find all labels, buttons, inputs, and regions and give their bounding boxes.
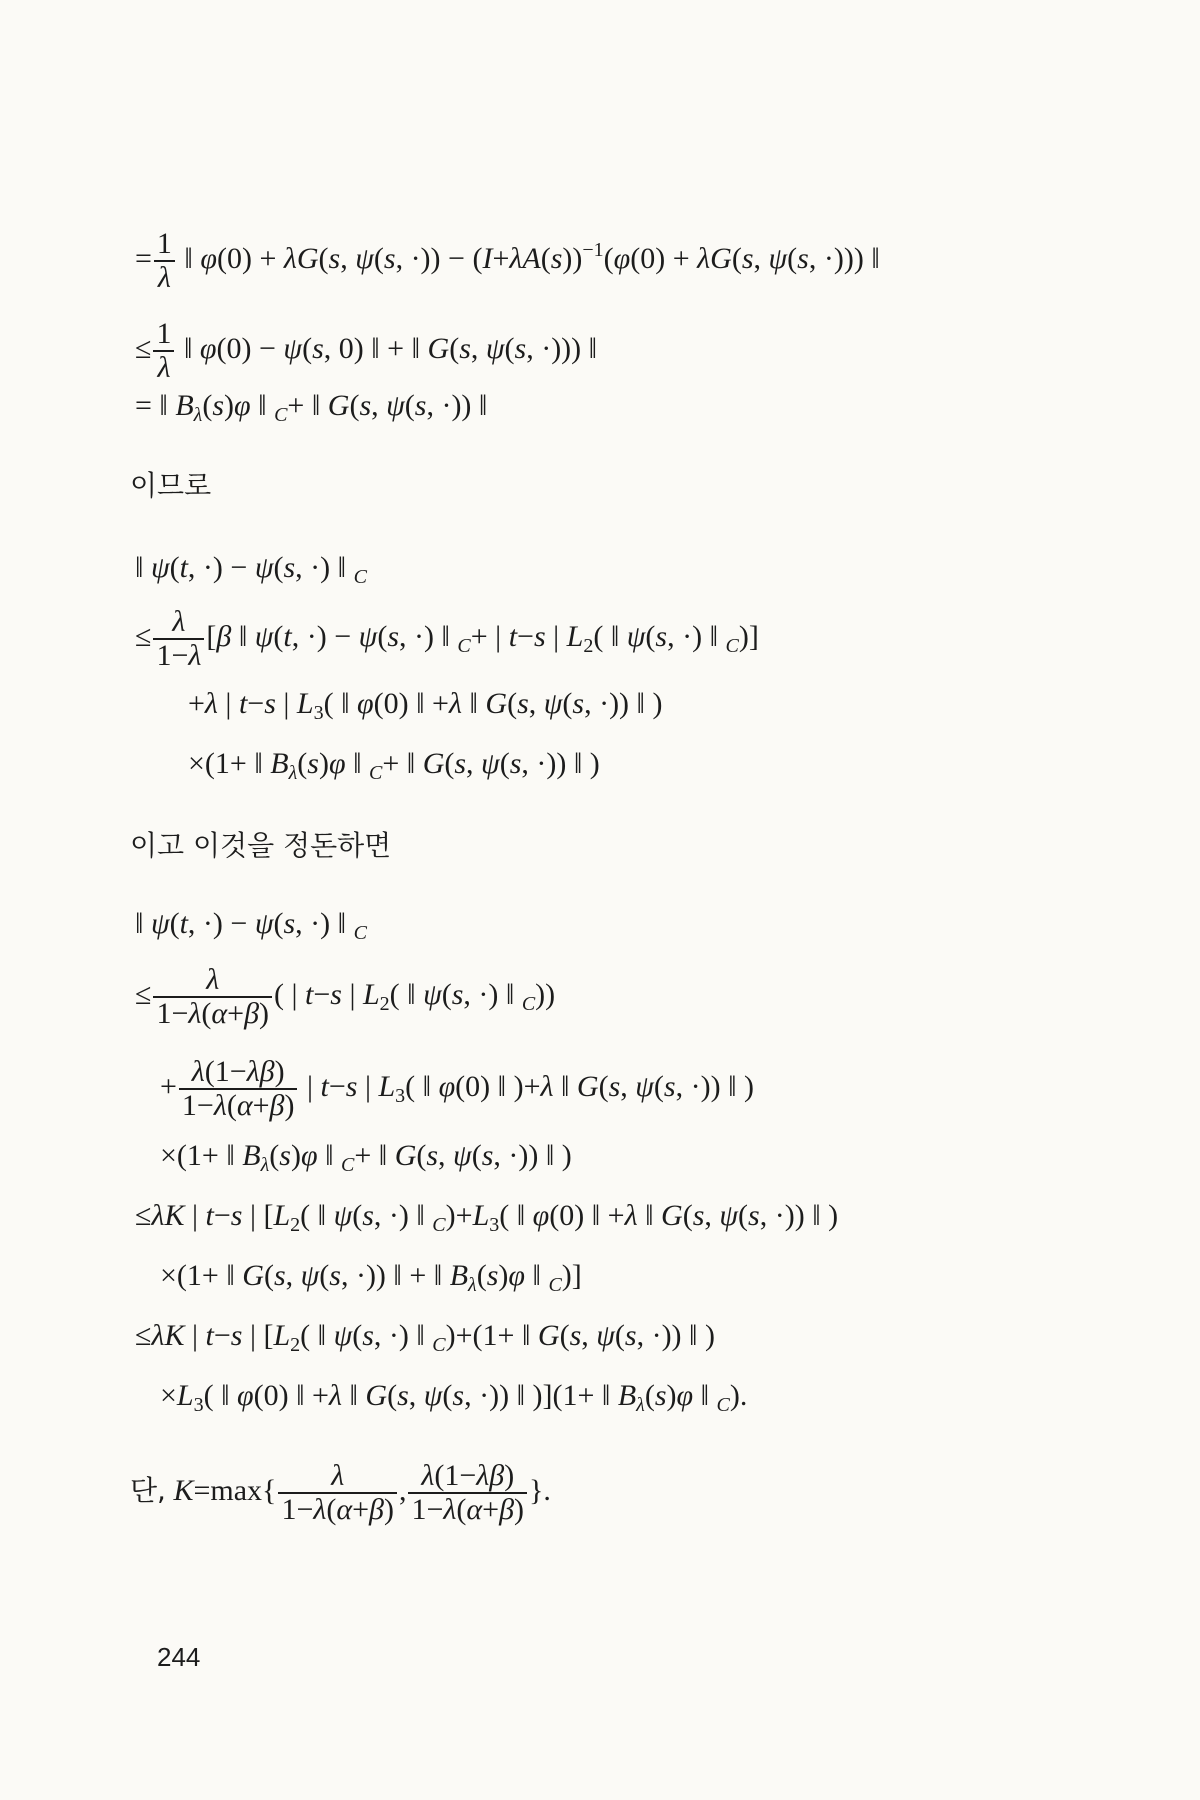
definition-of-k: 단, K=max{ $\frac{\lambda}{1-\lambda(\alpha+\beta)}$ , $\frac{\lambda(1-\lambda\beta)}{1-\lambda(\alpha+\beta)}$ }. <box>130 1459 551 1526</box>
equation-line-3: = ‖ $B_\lambda(s)\varphi$ ‖ $_C$+ ‖ G(s, ψ(s, ·)) ‖ <box>135 389 488 426</box>
equation-line-8: ‖ ψ(t, ·) − ψ(s, ·) ‖ $_C$ <box>135 907 367 944</box>
equation-line-11: ×(1+ ‖ $B_\lambda(s)\varphi$ ‖ $_C$+ ‖ G(s, ψ(s, ·)) ‖ ) <box>160 1139 572 1176</box>
page-number: 244 <box>157 1642 201 1672</box>
equation-line-5: ≤ $\frac{\lambda}{1-\lambda}$ [β ‖ ψ(t, ·) − ψ(s, ·) ‖ $_C$+ | t−s | $L_2$( ‖ ψ(s, ·) ‖ $_C$)] <box>135 605 759 672</box>
equation-line-2: ≤ $\frac{1}{\lambda}$ ‖ φ(0) − ψ(s, 0) ‖ + ‖ G(s, ψ(s, ·))) ‖ <box>135 317 598 384</box>
equation-line-9: ≤ $\frac{\lambda}{1-\lambda(\alpha+\beta)}$ ( | t−s | $L_2$( ‖ ψ(s, ·) ‖ $_C$)) <box>135 963 556 1030</box>
text-igo-igeoseul-jeongdonhamyeon: 이고 이것을 정돈하면 <box>130 829 392 862</box>
equation-line-12: ≤λK | t−s | [$L_2$( ‖ ψ(s, ·) ‖ $_C)+L_3$( ‖ φ(0) ‖ +λ ‖ G(s, ψ(s, ·)) ‖ ) <box>135 1199 839 1236</box>
equation-line-1: = $\frac{1}{\lambda}$ ‖ φ(0) + λG(s, ψ(s, ·)) − $(I+\lambda A(s))^{-1}(\varphi(0) + \lambda G(s$, ψ(s, ·))) ‖ <box>135 227 880 294</box>
equation-line-6: +λ | t−s | $L_3$( ‖ φ(0) ‖ +λ ‖ G(s, ψ(s, ·)) ‖ ) <box>188 687 663 724</box>
equation-line-4: ‖ ψ(t, ·) − ψ(s, ·) ‖ $_C$ <box>135 551 367 588</box>
equation-line-14: ≤λK | t−s | [$L_2$( ‖ ψ(s, ·) ‖ $_C$)+(1+ ‖ G(s, ψ(s, ·)) ‖ ) <box>135 1319 715 1356</box>
equation-line-13: ×(1+ ‖ G(s, ψ(s, ·)) ‖ + ‖ $B_\lambda(s)\varphi$ ‖ $_C$)] <box>160 1259 582 1296</box>
text-imeuro: 이므로 <box>130 469 212 502</box>
equation-line-10: + $\frac{\lambda(1-\lambda\beta)}{1-\lambda(\alpha+\beta)}$ | t−s | $L_3$( ‖ φ(0) ‖ )+λ ‖ G(s, ψ(s, ·)) ‖ ) <box>160 1055 754 1122</box>
equation-line-7: ×(1+ ‖ $B_\lambda(s)\varphi$ ‖ $_C$+ ‖ G(s, ψ(s, ·)) ‖ ) <box>188 747 600 784</box>
equation-line-15: $\times L_3$( ‖ φ(0) ‖ +λ ‖ G(s, ψ(s, ·)) ‖ )](1+ ‖ $B_\lambda(s)\varphi$ ‖ $_C$). <box>160 1379 748 1416</box>
